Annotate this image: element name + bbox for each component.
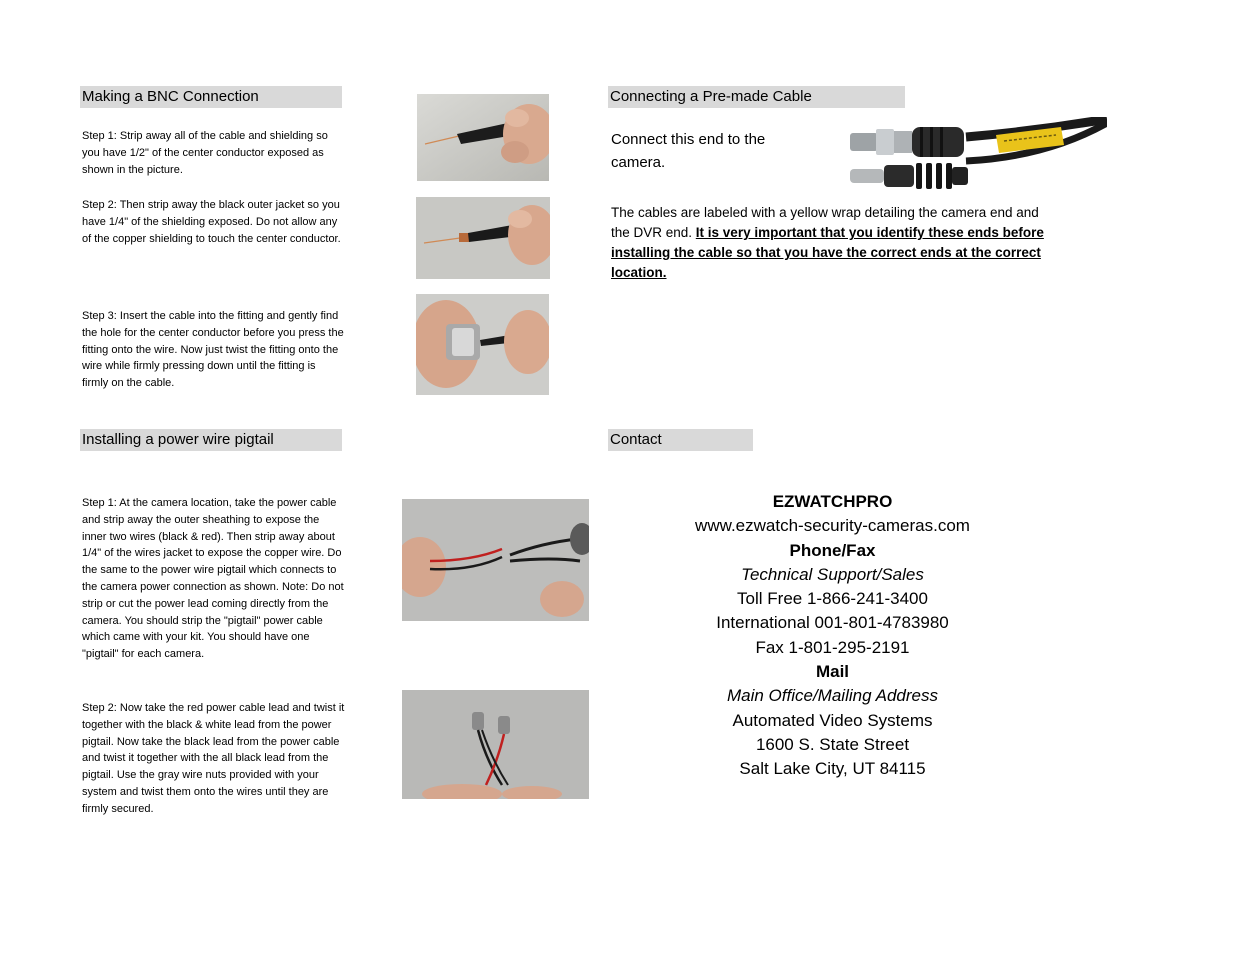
connect-camera-text: Connect this end to the camera. — [611, 131, 766, 171]
pigtail-step-2: Step 2: Now take the red power cable lead and twist it together with the black & white lead from the power pigtail. Now take the black lead from the power cable and twist it together with the all black lead from the pigtail. Use the gray wire nuts provided with your system and twist them onto the wires until they are firmly secured. — [82, 702, 345, 815]
address-street: 1600 S. State Street — [755, 734, 910, 754]
toll-free-number: Toll Free 1-866-241-3400 — [737, 589, 928, 609]
pigtail-step-1: Step 1: At the camera location, take the power cable and strip away the outer sheathing to expose the inner two wires (black & red). Then strip away about 1/4" of the wires jacket to expose the copper wire. Do the same to the power wire pigtail which connects to the camera power connection as shown. Note: Do not strip or cut the power lead coming directly from the camera. You should strip the "pigtail" power cable which came with your kit. You should have one "pigtail" for each camera. — [82, 497, 344, 661]
phone-heading: Phone/Fax — [789, 540, 876, 560]
section-header-bnc: Making a BNC Connection — [80, 86, 342, 108]
photo-power-wires-stripped — [402, 499, 589, 621]
section-header-contact: Contact — [608, 429, 753, 451]
company-name: EZWATCHPRO — [772, 492, 893, 511]
photo-premade-cable — [846, 117, 1107, 197]
photo-wire-nuts — [402, 690, 589, 799]
section-header-pigtail: Installing a power wire pigtail — [80, 429, 342, 451]
address-city: Salt Lake City, UT 84115 — [739, 759, 926, 779]
photo-strip-cable — [417, 94, 549, 181]
cable-label-paragraph — [611, 203, 1051, 283]
photo-insert-fitting — [416, 294, 549, 395]
address-name: Automated Video Systems — [732, 710, 933, 730]
cable-label-text: The cables are labeled with a yellow wrap detailing the camera end and the DVR end. — [611, 205, 1039, 240]
photo-shielding-exposed — [416, 197, 550, 279]
international-number: International 001-801-4783980 — [716, 613, 949, 633]
mail-heading: Mail — [815, 662, 850, 682]
support-label: Technical Support/Sales — [741, 564, 924, 584]
section-header-premade: Connecting a Pre-made Cable — [608, 86, 905, 108]
office-label: Main Office/Mailing Address — [726, 686, 938, 706]
website-link[interactable]: www.ezwatch-security-cameras.com — [695, 516, 970, 536]
contact-block — [640, 490, 1025, 782]
fax-number: Fax 1-801-295-2191 — [755, 637, 910, 657]
cable-important-note: It is very important that you identify these ends before installing the cable so that you have the correct ends at the correct location. — [611, 225, 1044, 280]
bnc-step-2: Step 2: Then strip away the black outer jacket so you have 1/4" of the shielding exposed. Do not allow any of the copper shielding to touch the center conductor. — [82, 199, 341, 245]
bnc-step-1: Step 1: Strip away all of the cable and shielding so you have 1/2" of the center conductor exposed as shown in the picture. — [82, 130, 328, 176]
bnc-step-3: Step 3: Insert the cable into the fitting and gently find the hole for the center conductor before you press the fitting onto the wire. Now just twist the fitting onto the wire while firmly pressing down until the fitting is firmly on the cable. — [82, 310, 344, 390]
